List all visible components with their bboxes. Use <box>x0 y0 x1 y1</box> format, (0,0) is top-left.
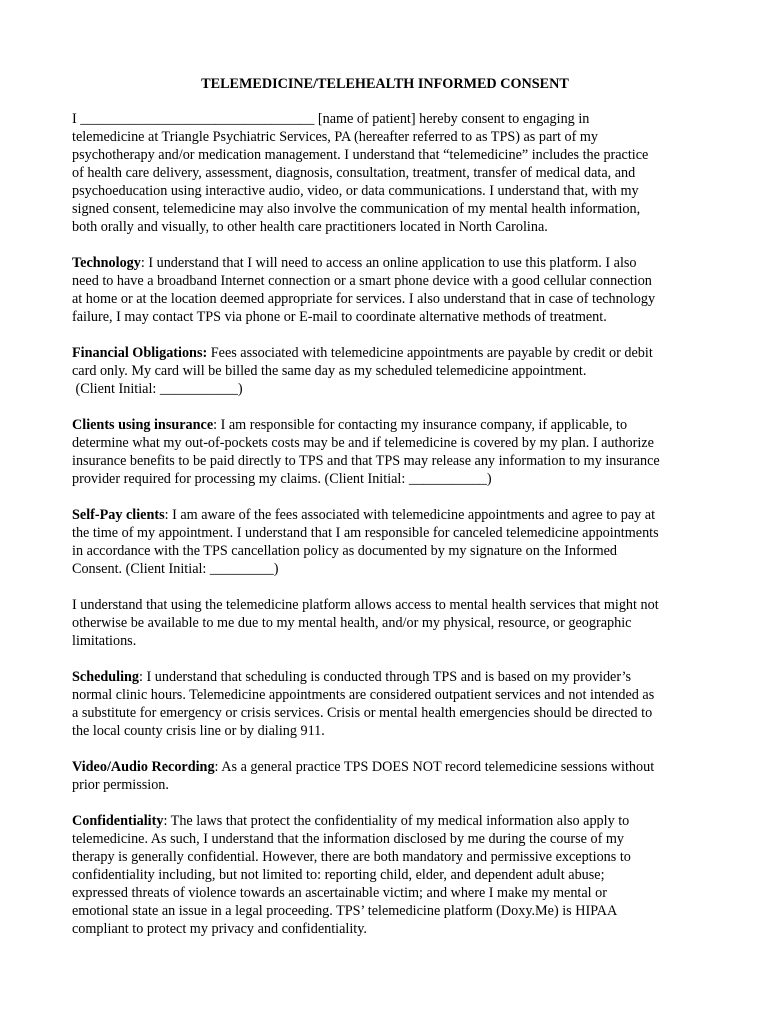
text-line: the local county crisis line or by dialing 911. <box>72 723 325 739</box>
text-run: : I understand that I will need to access an online application to use this platform. I also <box>140 255 637 271</box>
text-line <box>72 416 702 434</box>
text-line: a substitute for emergency or crisis services. Crisis or mental health emergencies should be directed to <box>72 705 653 721</box>
text-run: : I understand that scheduling is conducted through TPS and is based on my provider’s <box>139 669 632 685</box>
text-line <box>72 506 702 524</box>
text-line: at home or at the location deemed appropriate for services. I also understand that in case of technology <box>72 291 656 307</box>
text-run: Fees associated with telemedicine appointments are payable by credit or debit <box>207 345 653 361</box>
scheduling-paragraph <box>72 668 702 740</box>
text-run: : As a general practice TPS DOES NOT record telemedicine sessions without <box>214 759 655 775</box>
confidentiality-heading: Confidentiality <box>72 813 164 829</box>
text-line: otherwise be available to me due to my mental health, and/or my physical, resource, or geographic <box>72 615 632 631</box>
text-line: telemedicine at Triangle Psychiatric Services, PA (hereafter referred to as TPS) as part of my <box>72 129 598 145</box>
document-body <box>72 110 702 956</box>
access-statement-paragraph <box>72 596 702 650</box>
text-line: need to have a broadband Internet connection or a smart phone device with a good cellular connection <box>72 273 652 289</box>
text-line: expressed threats of violence towards an ascertainable victim; and where I make my mental or <box>72 885 607 901</box>
technology-heading: Technology <box>72 255 141 271</box>
self-pay-clients-paragraph <box>72 506 702 578</box>
text-run: : I am responsible for contacting my insurance company, if applicable, to <box>213 417 628 433</box>
text-line <box>72 812 702 830</box>
document-title: TELEMEDICINE/TELEHEALTH INFORMED CONSENT <box>201 76 569 92</box>
text-line: failure, I may contact TPS via phone or E-mail to coordinate alternative methods of treatment. <box>72 309 607 325</box>
text-line: psychotherapy and/or medication management. I understand that “telemedicine” includes the practice <box>72 147 649 163</box>
text-line: compliant to protect my privacy and confidentiality. <box>72 921 367 937</box>
text-line: telemedicine. As such, I understand that the information disclosed by me during the course of my <box>72 831 624 847</box>
text-line: provider required for processing my claims. (Client Initial: ___________) <box>72 471 492 487</box>
video-audio-recording-heading: Video/Audio Recording <box>72 759 215 775</box>
text-line: I understand that using the telemedicine platform allows access to mental health services that might not <box>72 597 659 613</box>
text-line <box>72 254 702 272</box>
text-line <box>72 758 702 776</box>
text-line: therapy is generally confidential. However, there are both mandatory and permissive exceptions to <box>72 849 631 865</box>
text-line: signed consent, telemedicine may also involve the communication of my mental health information, <box>72 201 641 217</box>
text-line: both orally and visually, to other health care practitioners located in North Carolina. <box>72 219 548 235</box>
self-pay-clients-heading: Self-Pay clients <box>72 507 165 523</box>
client-initial-line: (Client Initial: ___________) <box>72 381 243 397</box>
text-line: Consent. (Client Initial: _________) <box>72 561 279 577</box>
video-audio-recording-paragraph <box>72 758 702 794</box>
text-line: emotional state an issue in a legal proceeding. TPS’ telemedicine platform (Doxy.Me) is HIPAA <box>72 903 618 919</box>
confidentiality-paragraph <box>72 812 702 938</box>
consent-statement-paragraph <box>72 110 702 236</box>
scheduling-heading: Scheduling <box>72 669 140 685</box>
text-line: normal clinic hours. Telemedicine appointments are considered outpatient services and not intended as <box>72 687 655 703</box>
text-line: prior permission. <box>72 777 169 793</box>
text-line: of health care delivery, assessment, diagnosis, consultation, treatment, transfer of medical data, and <box>72 165 636 181</box>
text-line: determine what my out-of-pockets costs may be and if telemedicine is covered by my plan. I authorize <box>72 435 654 451</box>
text-line <box>72 344 702 362</box>
text-line: confidentiality including, but not limited to: reporting child, elder, and dependent adult abuse; <box>72 867 605 883</box>
text-run: : The laws that protect the confidentiality of my medical information also apply to <box>163 813 630 829</box>
text-line: insurance benefits to be paid directly to TPS and that TPS may release any information to my insurance <box>72 453 660 469</box>
text-line: in accordance with the TPS cancellation policy as documented by my signature on the Informed <box>72 543 618 559</box>
financial-obligations-heading: Financial Obligations: <box>72 345 208 361</box>
text-line: card only. My card will be billed the same day as my scheduled telemedicine appointment. <box>72 363 587 379</box>
text-line: psychoeducation using interactive audio, video, or data communications. I understand that, with my <box>72 183 639 199</box>
clients-using-insurance-paragraph <box>72 416 702 488</box>
clients-using-insurance-heading: Clients using insurance <box>72 417 214 433</box>
technology-paragraph <box>72 254 702 326</box>
text-line <box>72 668 702 686</box>
text-line: the time of my appointment. I understand that I am responsible for canceled telemedicine appointments <box>72 525 659 541</box>
text-run: : I am aware of the fees associated with telemedicine appointments and agree to pay at <box>164 507 656 523</box>
text-line: limitations. <box>72 633 137 649</box>
text-line: I _________________________________ [name of patient] hereby consent to engaging in <box>72 111 590 127</box>
financial-obligations-paragraph <box>72 344 702 398</box>
